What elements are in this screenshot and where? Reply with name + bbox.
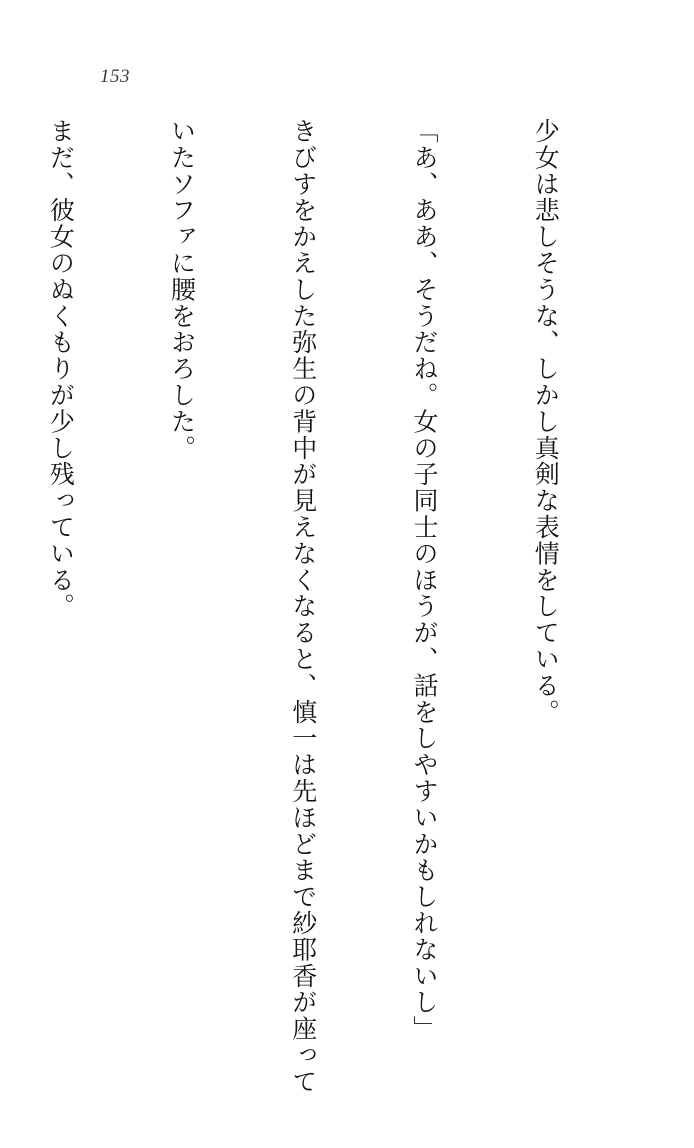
text-line: 少女は悲しそうな、しかし真剣な表情をしている。 [531, 118, 561, 726]
text-line: いたソファに腰をおろした。 [167, 118, 197, 462]
text-line: きびすをかえした弥生の背中が見えなくなると、慎一は先ほどまで紗耶香が座って [288, 118, 318, 1095]
novel-text-body [0, 118, 646, 1095]
text-line: 「あ、ああ、そうだね。女の子同士のほうが、話をしやすいかもしれないし」 [409, 118, 439, 1042]
page-number: 153 [100, 66, 130, 87]
text-line: まだ、彼女のぬくもりが少し残っている。 [46, 118, 76, 620]
